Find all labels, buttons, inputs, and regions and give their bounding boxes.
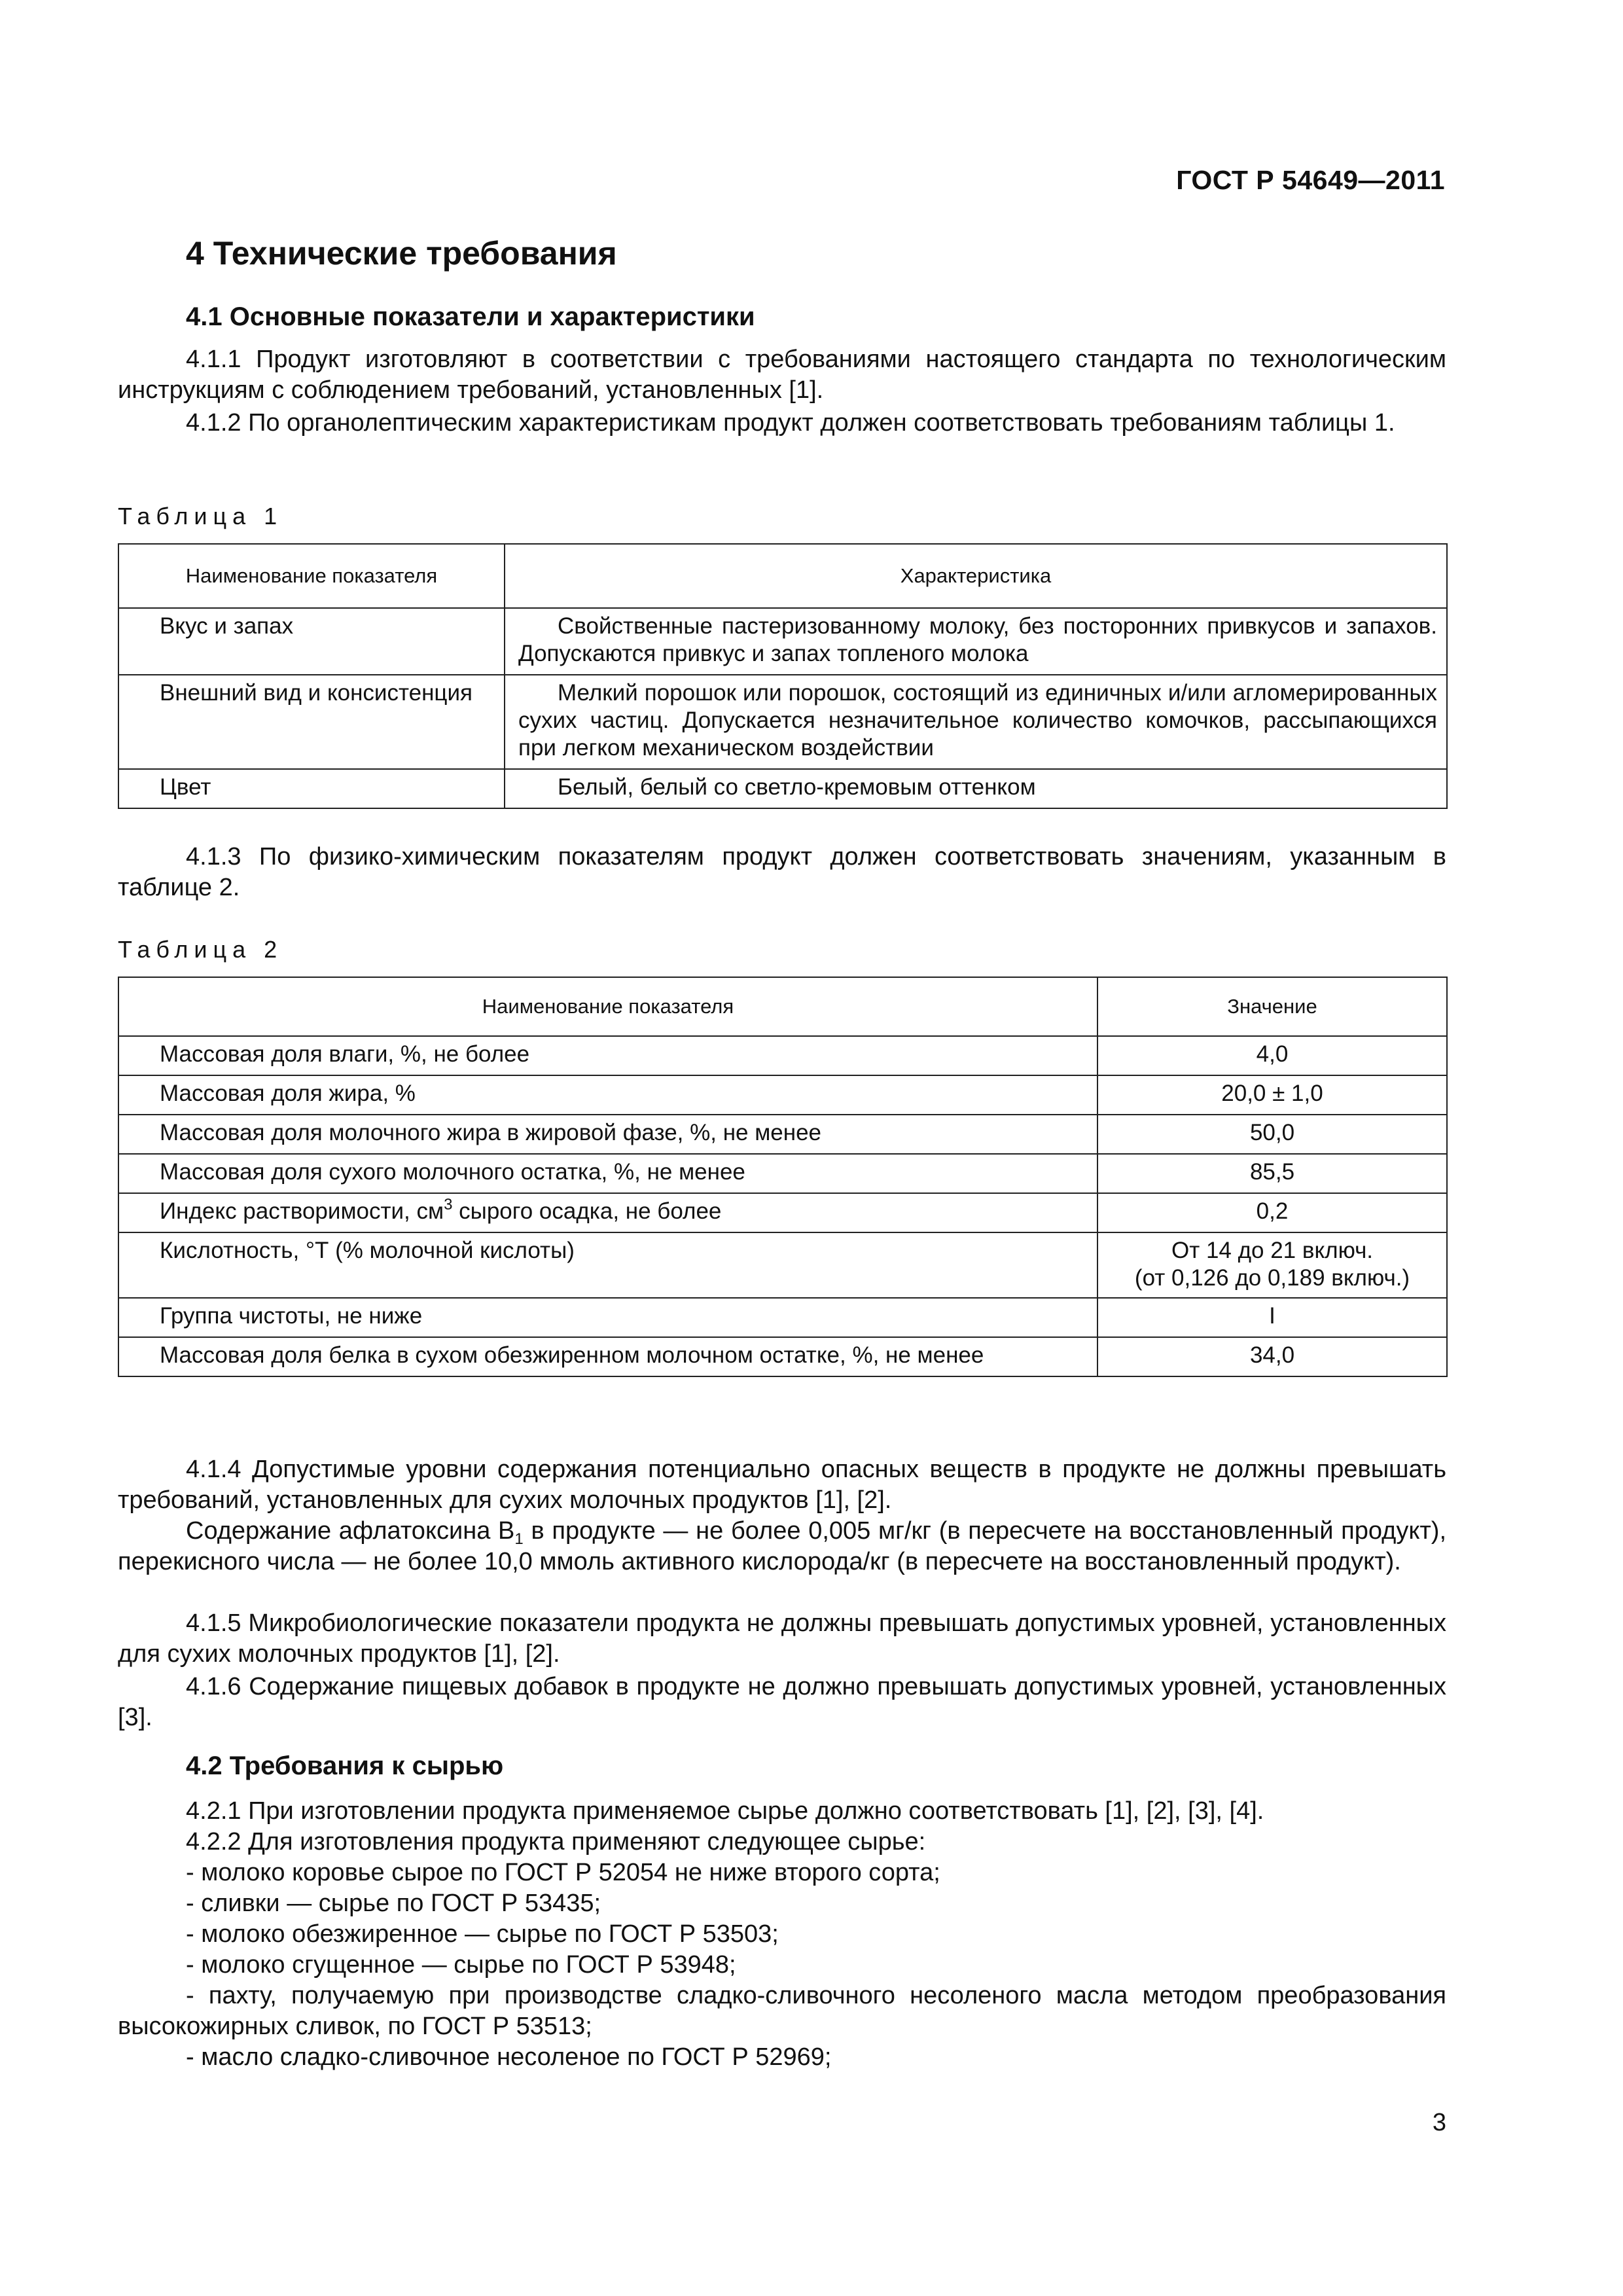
table-1-header-name: Наименование показателя	[118, 544, 505, 608]
subscript: 1	[514, 1530, 524, 1548]
table-1-cell-value: Мелкий порошок или порошок, состоящий из единичных и/или агломерированных сухих частиц. Допускается незначительное количество комочков, рассыпающихся при легком механическом воздействии	[505, 675, 1447, 769]
paragraph-part: в продукте — не более 0,005 мг/кг (в пересчете на восстановленный продукт), перекисного числа — не более 10,0 ммоль активного кислорода/кг (в пересчете на восстановленный продукт).	[118, 1517, 1446, 1575]
table-1-header-row	[118, 544, 1447, 608]
list-item: - масло сладко-сливочное несоленое по ГОСТ Р 52969;	[186, 2043, 832, 2071]
paragraph-4-1-5: 4.1.5 Микробиологические показатели продукта не должны превышать допустимых уровней, установленных для сухих молочных продуктов [1], [2].	[118, 1609, 1446, 1668]
table-2-cell-name: Группа чистоты, не ниже	[118, 1298, 1097, 1337]
table-row	[118, 1193, 1447, 1232]
table-row	[118, 769, 1447, 808]
section-title: 4 Технические требования	[186, 235, 617, 272]
paragraph-4-1-6: 4.1.6 Содержание пищевых добавок в продукте не должно превышать допустимых уровней, установленных [3].	[118, 1673, 1446, 1731]
table-row	[118, 1232, 1447, 1298]
table-2-cell-name: Массовая доля сухого молочного остатка, %, не менее	[118, 1154, 1097, 1193]
table-2-cell-value: 4,0	[1097, 1036, 1447, 1075]
table-2-cell-name-part: Индекс растворимости, см	[160, 1198, 444, 1224]
table-2	[118, 977, 1448, 1377]
table-2-cell-name: Массовая доля жира, %	[118, 1075, 1097, 1115]
table-row	[118, 1036, 1447, 1075]
table-row	[118, 675, 1447, 769]
paragraph-4-1-2: 4.1.2 По органолептическим характеристикам продукт должен соответствовать требованиям таблицы 1.	[186, 409, 1395, 437]
table-2-cell-name	[118, 1193, 1097, 1232]
paragraph-4-1-3: 4.1.3 По физико-химическим показателям продукт должен соответствовать значениям, указанным в таблице 2.	[118, 843, 1446, 901]
list-item: - молоко обезжиренное — сырье по ГОСТ Р 53503;	[186, 1920, 779, 1948]
table-2-header-row	[118, 977, 1447, 1036]
paragraph-4-2-1: 4.2.1 При изготовлении продукта применяемое сырье должно соответствовать [1], [2], [3], [4].	[186, 1797, 1264, 1825]
document-number: ГОСТ Р 54649—2011	[1176, 165, 1445, 195]
table-row	[118, 1154, 1447, 1193]
table-1-header-characteristic: Характеристика	[505, 544, 1447, 608]
table-row	[118, 608, 1447, 675]
table-2-cell-value: 85,5	[1097, 1154, 1447, 1193]
table-1-cell-name: Внешний вид и консистенция	[118, 675, 505, 769]
paragraph-aflatoxin	[118, 1516, 1446, 1577]
table-2-cell-value: I	[1097, 1298, 1447, 1337]
table-1-cell-name: Вкус и запах	[118, 608, 505, 675]
subsection-title-4-2: 4.2 Требования к сырью	[186, 1751, 504, 1780]
table-2-caption: Таблица 2	[118, 936, 283, 963]
paragraph-4-2-2: 4.2.2 Для изготовления продукта применяют следующее сырье:	[186, 1828, 926, 1856]
table-row	[118, 1337, 1447, 1376]
paragraph-4-1-4: 4.1.4 Допустимые уровни содержания потенциально опасных веществ в продукте не должны превышать требований, установленных для сухих молочных продуктов [1], [2].	[118, 1456, 1446, 1514]
table-2-cell-value: 0,2	[1097, 1193, 1447, 1232]
page-number: 3	[1432, 2109, 1446, 2136]
superscript: 3	[444, 1196, 453, 1213]
table-2-cell-value: 50,0	[1097, 1115, 1447, 1154]
table-row	[118, 1115, 1447, 1154]
list-item: - молоко сгущенное — сырье по ГОСТ Р 53948;	[186, 1951, 736, 1979]
table-2-cell-name: Массовая доля влаги, %, не более	[118, 1036, 1097, 1075]
subsection-title-4-1: 4.1 Основные показатели и характеристики	[186, 302, 755, 331]
table-2-cell-value-line: От 14 до 21 включ.	[1171, 1238, 1374, 1263]
table-2-cell-value: 20,0 ± 1,0	[1097, 1075, 1447, 1115]
table-2-cell-name-part: сырого осадка, не более	[452, 1198, 722, 1224]
table-1-caption: Таблица 1	[118, 503, 283, 529]
paragraph-4-1-1: 4.1.1 Продукт изготовляют в соответствии с требованиями настоящего стандарта по технологическим инструкциям с соблюдением требований, установленных [1].	[118, 346, 1446, 404]
table-1	[118, 543, 1448, 809]
table-2-cell-name: Массовая доля молочного жира в жировой фазе, %, не менее	[118, 1115, 1097, 1154]
paragraph-part: Содержание афлатоксина В	[186, 1517, 515, 1545]
list-item: - молоко коровье сырое по ГОСТ Р 52054 не ниже второго сорта;	[186, 1859, 940, 1886]
table-2-cell-name: Массовая доля белка в сухом обезжиренном молочном остатке, %, не менее	[118, 1337, 1097, 1376]
table-2-cell-value	[1097, 1232, 1447, 1298]
table-1-cell-value: Белый, белый со светло-кремовым оттенком	[505, 769, 1447, 808]
list-item: - пахту, получаемую при производстве сладко-сливочного несоленого масла методом преобразования высокожирных сливок, по ГОСТ Р 53513;	[118, 1982, 1446, 2040]
table-2-header-name: Наименование показателя	[118, 977, 1097, 1036]
table-row	[118, 1075, 1447, 1115]
table-row	[118, 1298, 1447, 1337]
table-2-cell-value: 34,0	[1097, 1337, 1447, 1376]
table-1-cell-value: Свойственные пастеризованному молоку, без посторонних привкусов и запахов. Допускаются привкус и запах топленого молока	[505, 608, 1447, 675]
table-1-cell-name: Цвет	[118, 769, 505, 808]
table-2-header-value: Значение	[1097, 977, 1447, 1036]
table-2-cell-name: Кислотность, °Т (% молочной кислоты)	[118, 1232, 1097, 1298]
list-item: - сливки — сырье по ГОСТ Р 53435;	[186, 1890, 601, 1917]
table-2-cell-value-line: (от 0,126 до 0,189 включ.)	[1134, 1265, 1410, 1291]
